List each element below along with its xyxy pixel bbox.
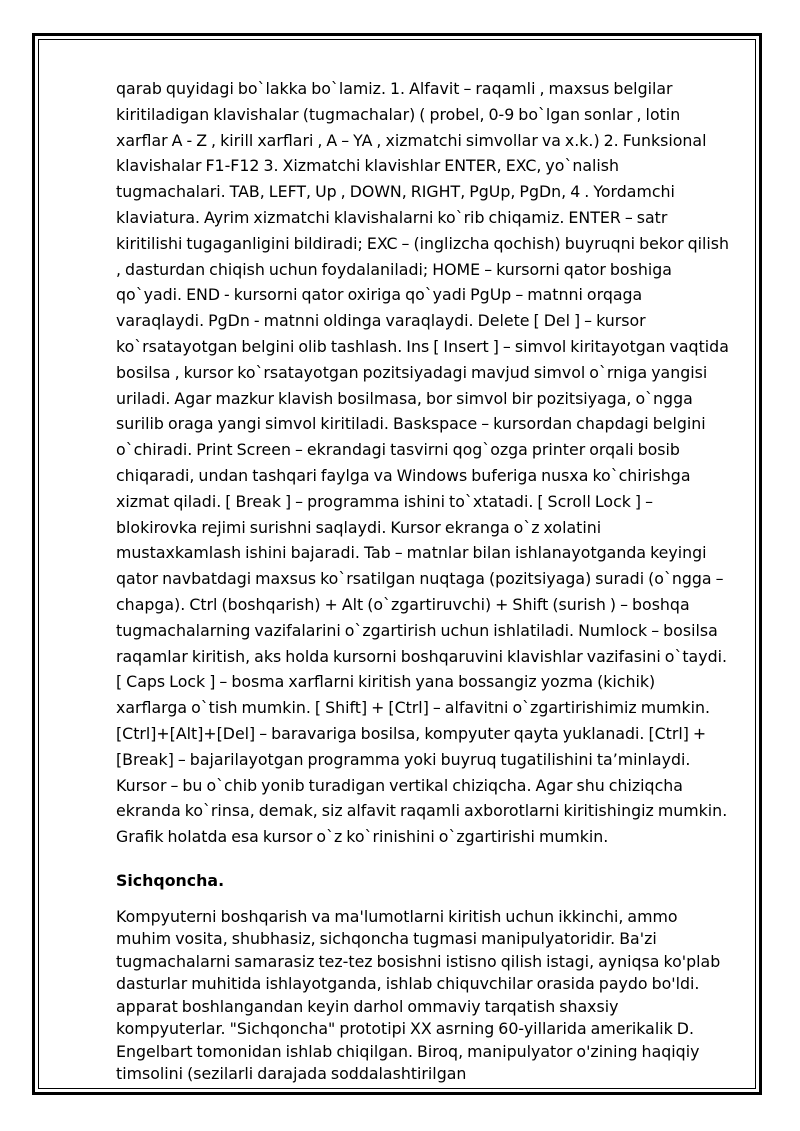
- mouse-paragraph: Kompyuterni boshqarish va ma'lumotlarni kiritish uchun ikkinchi, ammo muhim vosita, shubhasiz, sichqoncha tugmasi manipulyatoridir. Ba'zi tugmachalarni samarasiz tez-tez bosishni istisno qilish istagi, ayniqsa ko'plab dasturlar muhitida ishlayotganda, ishlab chiquvchilar orasida paydo bo'ldi. apparat boshlangandan keyin darhol ommaviy tarqatish shaxsiy kompyuterlar. "Sichqoncha" prototipi XX asrning 60-yillarida amerikalik D. Engelbart tomonidan ishlab chiqilgan. Biroq, manipulyator o'zining haqiqiy timsolini (sezilarli darajada soddalashtirilgan: [116, 906, 721, 1084]
- section-heading: Sichqoncha.: [116, 870, 225, 890]
- document-body: [116, 76, 730, 1086]
- keyboard-keys-paragraph: qarab quyidagi bo`lakka bo`lamiz. 1. Alfavit – raqamli , maxsus belgilar kiritiladigan klavishalar (tugmachalar) ( probel, 0-9 bo`lgan sonlar , lotin xarflar A - Z , kirill xarflari , A – YA , xizmatchi simvollar va x.k.) 2. Funksional klavishalar F1-F12 3. Xizmatchi klavishlar ENTER, EXC, yo`nalish tugmachalari. TAB, LEFT, Up , DOWN, RIGHT, PgUp, PgDn, 4 . Yordamchi klaviatura. Ayrim xizmatchi klavishalarni ko`rib chiqamiz. ENTER – satr kiritilishi tugaganligini bildiradi; EXC – (inglizcha qochish) buyruqni bekor qilish , dasturdan chiqish uchun foydalaniladi; HOME – kursorni qator boshiga qo`yadi. END - kursorni qator oxiriga qo`yadi PgUp – matnni orqaga varaqlaydi. PgDn - matnni oldinga varaqlaydi. Delete [ Del ] – kursor ko`rsatayotgan belgini olib tashlash. Ins [ Insert ] – simvol kiritayotgan vaqtida bosilsa , kursor ko`rsatayotgan pozitsiyadagi mavjud simvol o`rniga yangisi uriladi. Agar mazkur klavish bosilmasa, bor simvol bir pozitsiyaga, o`ngga surilib oraga yangi simvol kiritiladi. Baskspace – kursordan chapdagi belgini o`chiradi. Print Screen – ekrandagi tasvirni qog`ozga printer orqali bosib chiqaradi, undan tashqari faylga va Windows buferiga nusxa ko`chirishga xizmat qiladi. [ Break ] – programma ishini to`xtatadi. [ Scroll Lock ] – blokirovka rejimi surishni saqlaydi. Kursor ekranga o`z xolatini mustaxkamlash ishini bajaradi. Tab – matnlar bilan ishlanayotganda keyingi qator navbatdagi maxsus ko`rsatilgan nuqtaga (pozitsiyaga) suradi (o`ngga – chapga). Ctrl (boshqarish) + Alt (o`zgartiruvchi) + Shift (surish ) – boshqa tugmachalarning vazifalarini o`zgartirish uchun ishlatiladi. Numlock – bosilsa raqamlar kiritish, aks holda kursorni boshqaruvini klavishlar vazifasini o`taydi. [ Caps Lock ] – bosma xarflarni kiritish yana bossangiz yozma (kichik) xarflarga o`tish mumkin. [ Shift] + [Ctrl] – alfavitni o`zgartirishimiz mumkin. [Ctrl]+[Alt]+[Del] – baravariga bosilsa, kompyuter qayta yuklanadi. [Ctrl] + [Break] – bajarilayotgan programma yoki buyruq tugatilishini ta’minlaydi. Kursor – bu o`chib yonib turadigan vertikal chiziqcha. Agar shu chiziqcha ekranda ko`rinsa, demak, siz alfavit raqamli axborotlarni kiritishingiz mumkin. Grafik holatda esa kursor o`z ko`rinishini o`zgartirishi mumkin.: [116, 79, 730, 847]
